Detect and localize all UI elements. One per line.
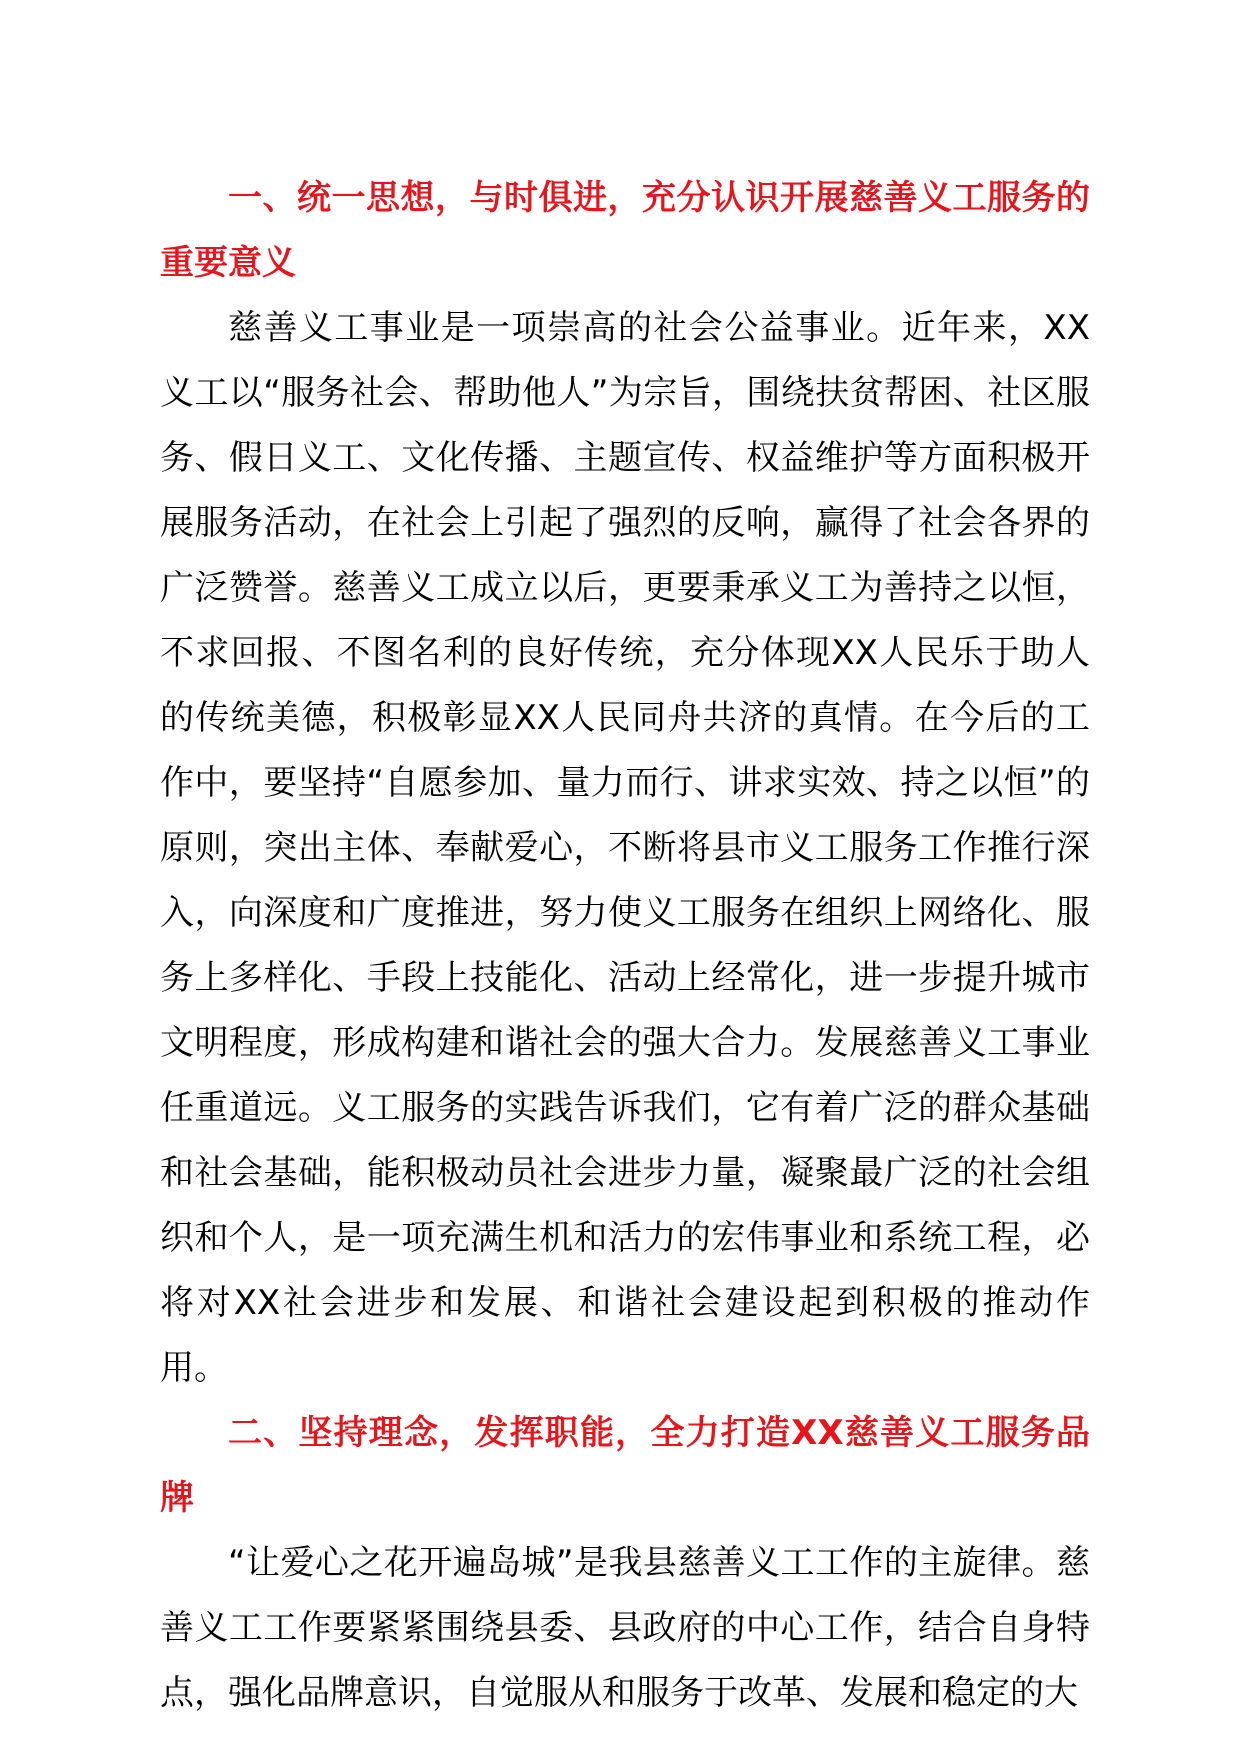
section-heading-2: 二、坚持理念，发挥职能，全力打造XX慈善义工服务品牌 — [160, 1413, 1090, 1518]
document-page — [160, 166, 1090, 1726]
section-paragraph-1: 慈善义工事业是一项崇高的社会公益事业。近年来，XX义工以“服务社会、帮助他人”为宗旨，围绕扶贫帮困、社区服务、假日义工、文化传播、主题宣传、权益维护等方面积极开展服务活动，在社会上引起了强烈的反响，赢得了社会各界的广泛赞誉。慈善义工成立以后，更要秉承义工为善持之以恒，不求回报、不图名利的良好传统，充分体现XX人民乐于助人的传统美德，积极彰显XX人民同舟共济的真情。在今后的工作中，要坚持“自愿参加、量力而行、讲求实效、持之以恒”的原则，突出主体、奉献爱心，不断将县市义工服务工作推行深入，向深度和广度推进，努力使义工服务在组织上网络化、服务上多样化、手段上技能化、活动上经常化，进一步提升城市文明程度，形成构建和谐社会的强大合力。发展慈善义工事业任重道远。义工服务的实践告诉我们，它有着广泛的群众基础和社会基础，能积极动员社会进步力量，凝聚最广泛的社会组织和个人，是一项充满生机和活力的宏伟事业和系统工程，必将对XX社会进步和发展、和谐社会建设起到积极的推动作用。 — [160, 308, 1090, 1388]
section-paragraph-2: “让爱心之花开遍岛城”是我县慈善义工工作的主旋律。慈善义工工作要紧紧围绕县委、县政府的中心工作，结合自身特点，强化品牌意识，自觉服从和服务于改革、发展和稳定的大 — [160, 1543, 1090, 1713]
section-heading-1: 一、统一思想，与时俱进，充分认识开展慈善义工服务的重要意义 — [160, 178, 1090, 283]
